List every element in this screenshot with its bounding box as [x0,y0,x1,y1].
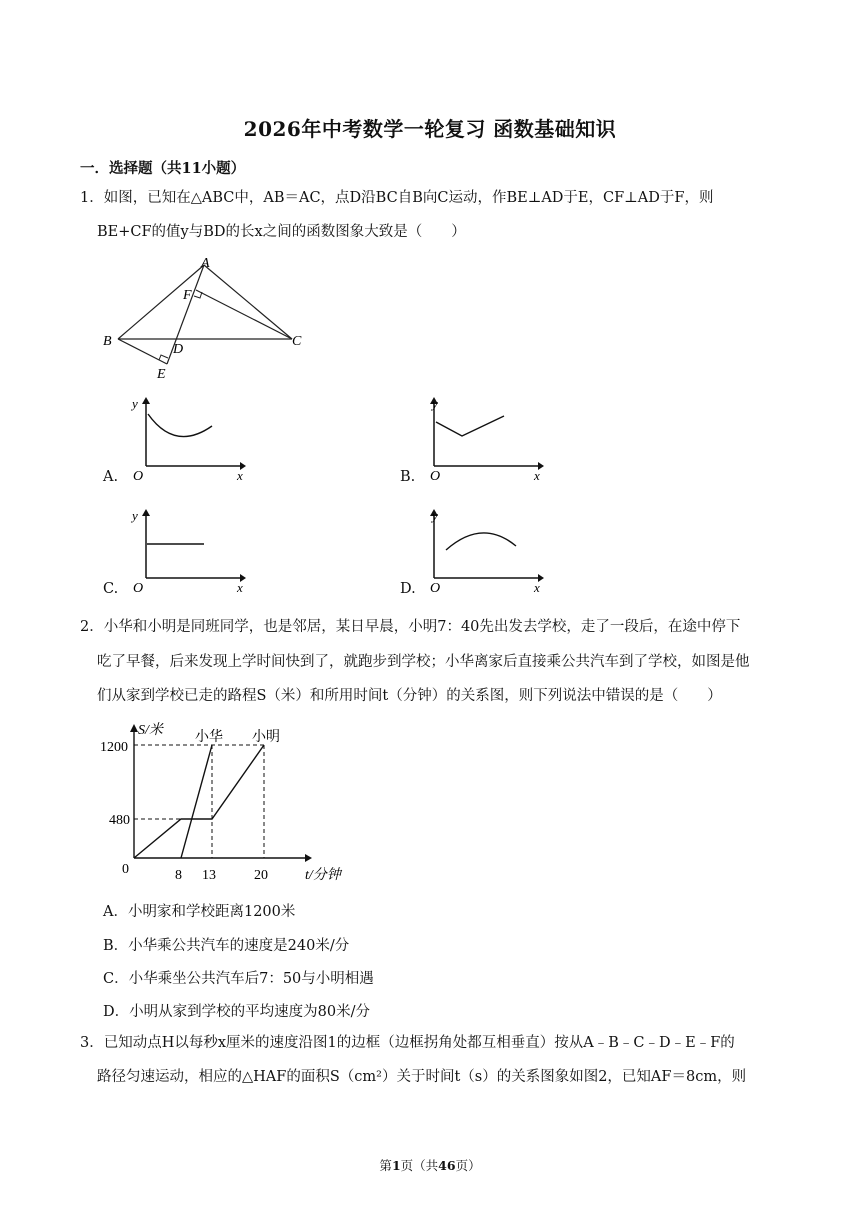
option-label: B． [103,938,129,954]
origin-label: O [430,469,441,484]
series-xiaohua [181,745,212,858]
x-axis-label: x [237,468,243,483]
y-axis-label: y [432,508,438,523]
x-tick-20: 20 [254,868,268,883]
series-label-xiaohua: 小华 [195,730,223,745]
footer-suffix: 页） [455,1158,481,1173]
q1-option-b-graph[interactable] [420,394,550,486]
label-d: D [173,342,184,357]
page-footer [0,1156,860,1174]
origin-label: O [133,581,144,596]
q2-option-b[interactable] [103,934,349,955]
q1-option-a-label[interactable]: A. [103,469,119,485]
y-tick-1200: 1200 [100,740,128,755]
q3-line-2: 路径匀速运动，相应的△HAF的面积S（cm²）关于时间t（s）的关系图象如图2，已知AF＝8cm，则 [97,1069,747,1085]
option-text: 小明从家到学校的平均速度为80米/分 [129,1004,370,1020]
document-title: 2026年中考数学一轮复习 函数基础知识 [243,117,617,141]
q1-option-c-label[interactable]: C. [103,581,119,597]
option-label: D． [103,1004,130,1020]
x-tick-13: 13 [202,868,216,883]
y-axis-label: S/米 [138,723,163,738]
q1-option-a-graph[interactable] [120,394,250,486]
option-text: 小华乘公共汽车的速度是240米/分 [128,938,350,954]
option-text: 小华乘坐公共汽车后7：50与小明相遇 [128,971,374,987]
series-label-xiaoming: 小明 [252,730,280,745]
q2-distance-time-graph [100,718,360,888]
q2-option-a[interactable] [103,900,295,921]
y-axis-label: y [132,396,138,411]
origin-label: O [430,581,441,596]
label-a: A [201,256,210,271]
y-axis-label: y [432,396,438,411]
y-axis-label: y [132,508,138,523]
q2-option-c[interactable] [103,967,374,988]
q1-line-1: 1．如图，已知在△ABC中，AB＝AC，点D沿BC自B向C运动，作BE⊥AD于E，CF⊥AD于F，则 [80,190,714,206]
q1-option-b-label[interactable]: B. [400,469,416,485]
option-label: C． [103,971,129,987]
section-heading: 一．选择题（共11小题） [80,160,246,177]
q3-line-1: 3．已知动点H以每秒x厘米的速度沿图1的边框（边框拐角处都互相垂直）按从A﹣B﹣C﹣D﹣E﹣F的 [80,1035,735,1051]
x-axis-label: x [534,468,540,483]
origin-label: O [133,469,144,484]
q1-option-c-graph[interactable] [120,506,250,598]
q1-option-d-label[interactable]: D. [400,581,416,597]
footer-prefix: 第 [379,1158,392,1173]
q2-line-3: 们从家到学校已走的路程S（米）和所用时间t（分钟）的关系图，则下列说法中错误的是（ ） [97,688,722,704]
q2-line-2: 吃了早餐，后来发现上学时间快到了，就跑步到学校；小华离家后直接乘公共汽车到了学校，如图是他 [97,654,750,670]
label-c: C [292,334,302,349]
page-total: 46 [438,1158,456,1173]
y-tick-480: 480 [109,813,130,828]
label-f: F [183,288,192,303]
x-axis-label: t/分钟 [305,868,341,883]
q1-line-2: BE+CF的值y与BD的长x之间的函数图象大致是（ ） [97,224,466,240]
q1-option-d-graph[interactable] [420,506,550,598]
series-xiaoming [134,745,264,858]
x-tick-8: 8 [175,868,182,883]
label-e: E [157,367,166,382]
q1-triangle-figure [100,252,310,382]
option-text: 小明家和学校距离1200米 [127,904,296,920]
x-axis-label: x [237,580,243,595]
q2-option-d[interactable] [103,1000,370,1021]
x-axis-label: x [534,580,540,595]
label-b: B [103,334,112,349]
y-tick-0: 0 [122,862,129,877]
q2-line-1: 2．小华和小明是同班同学，也是邻居，某日早晨，小明7：40先出发去学校，走了一段后，在途中停下 [80,619,741,635]
footer-middle: 页（共 [400,1158,439,1173]
option-label: A． [103,904,128,920]
page-number: 1 [391,1158,401,1173]
